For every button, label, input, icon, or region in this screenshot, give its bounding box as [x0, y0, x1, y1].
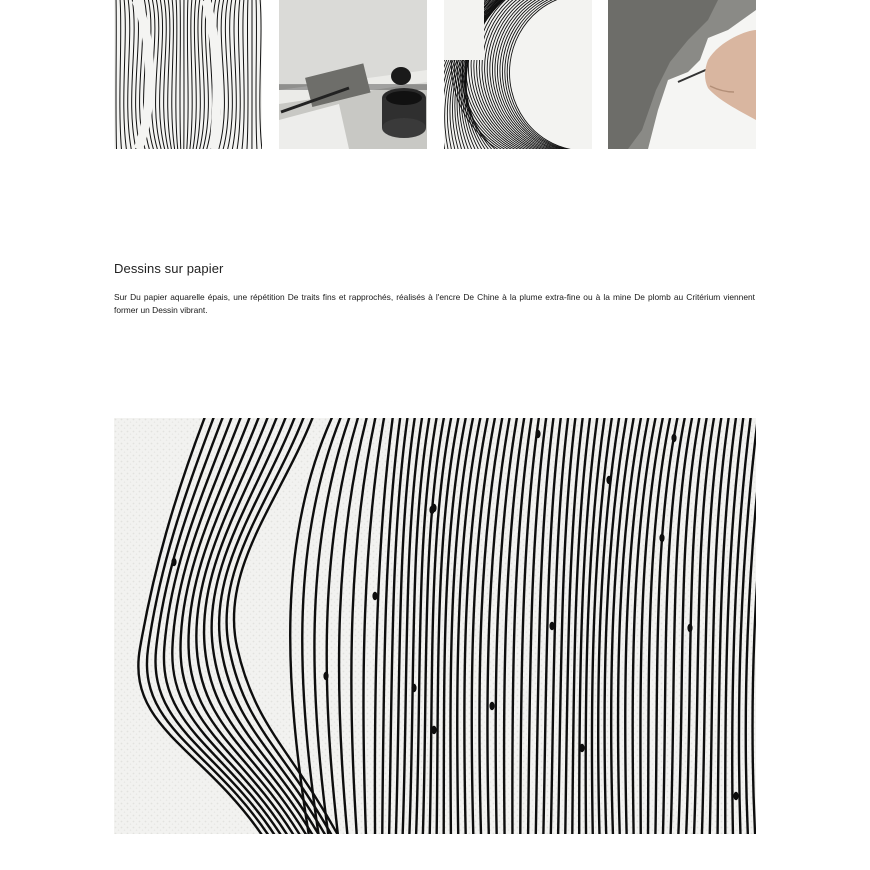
thumbnail-curved-lines	[444, 0, 592, 149]
leaf-drawing-image	[114, 0, 262, 149]
ink-blot	[323, 672, 328, 680]
ink-blot	[606, 476, 611, 484]
section-title: Dessins sur papier	[114, 261, 224, 276]
thumbnail-brush-ink	[279, 0, 427, 149]
ink-blot	[549, 622, 554, 630]
ink-blot	[171, 558, 176, 566]
ink-blot	[535, 430, 540, 438]
ink-blot	[687, 624, 692, 632]
hero-ink-drawing	[114, 418, 756, 834]
hand-drawing-image	[608, 0, 756, 149]
hero-ink-drawing-image	[114, 418, 756, 834]
ink-blot	[411, 684, 416, 692]
thumbnail-hand-drawing	[608, 0, 756, 149]
section-description: Sur Du papier aquarelle épais, une répétition De traits fins et rapprochés, réalisés à l'encre De Chine à la plume extra-fine ou à la mine De plomb au Critérium viennent former un Dessin vibrant.	[114, 292, 755, 315]
blank-corner	[444, 0, 484, 60]
ink-blot	[733, 792, 738, 800]
ink-blot	[659, 534, 664, 542]
curved-lines-image	[444, 0, 592, 149]
stroke-line	[116, 0, 117, 149]
ink-blot	[671, 434, 676, 442]
ink-blot	[372, 592, 377, 600]
ink-blot	[429, 506, 434, 514]
brush-ink-image	[279, 0, 427, 149]
ink-blot	[431, 726, 436, 734]
ink-blot	[489, 702, 494, 710]
ink-blot	[579, 744, 584, 752]
thumbnail-leaf-drawing	[114, 0, 262, 149]
